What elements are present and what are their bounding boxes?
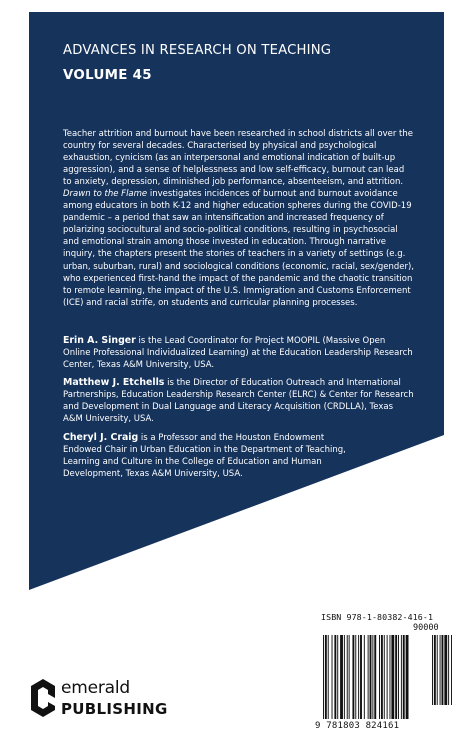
barcode-bar [323,635,324,719]
barcode-bar [334,635,336,719]
barcode-bar [332,635,333,719]
description-paragraph-2 [63,188,415,309]
publisher-logo [29,678,169,722]
description-paragraph-1: Teacher attrition and burnout have been researched in school districts all over the country for several decades. Characterised by physical and psychological exhaustion, cynicism (as an interpersonal and emotional indication of built-up aggression), and a sense of helplessness and low self-efficacy, burnout can lead to anxiety, depression, diminished job performance, absenteeism, and attrition. [63,129,413,188]
addon-bar [448,635,449,705]
barcode-bar [387,635,388,719]
barcode-digits: 9 781803 824161 [315,721,400,731]
barcode-bar [406,635,409,719]
barcode-bar [381,635,383,719]
barcode-bar [344,635,345,719]
description-paragraph-2-text: investigates incidences of burnout and burnout avoidance among educators in both K-12 and higher education spheres during the COVID-19 pandemic – a period that saw an intensification and increased frequency of polarizing sociocultural and socio-political conditions, resulting in psychosocial and emotional strain among those invested in education. Through narrative inquiry, the chapters present the stories of teachers in a variety of settings (e.g. urban, suburban, rural) and sociological conditions (economic, racial, sex/gender), who experienced first-hand the impact of the pandemic and the chaotic transition to remote learning, the impact of the U.S. Immigration and Customs Enforcement (ICE) and racial strife, on students and curricular planning processes. [63,189,414,308]
barcode-bar [328,635,329,719]
emerald-mark-icon [29,678,57,718]
author-bio-text-1: is the Lead Coordinator for Project MOOPIL (Massive Open Online Professional Individualized Learning) at the Education Leadership Research Center, Texas A&M University, USA. [63,336,413,371]
publisher-subtitle: PUBLISHING [61,700,168,718]
barcode-bars [315,610,458,736]
barcode-bar [337,635,338,719]
barcode-bar [395,635,397,719]
barcode-bar [364,635,365,719]
barcode-bar [374,635,376,719]
barcode-bar [368,635,369,719]
author-bio-1 [63,335,415,371]
addon-bar [437,635,438,705]
author-bio-2 [63,377,415,425]
barcode-bar [358,635,359,719]
barcode-bar [403,635,405,719]
barcode-bar [347,635,348,719]
barcode-area [315,610,458,736]
barcode-bar [340,635,343,719]
author-bio-3 [63,432,363,480]
barcode-bar [384,635,385,719]
barcode-bar [360,635,362,719]
barcode-bar [352,635,354,719]
author-name-1: Erin A. Singer [63,335,136,346]
barcode-bar [372,635,373,719]
barcode-bar [398,635,399,719]
addon-bar [440,635,441,705]
barcode-bar [379,635,380,719]
volume-number: VOLUME 45 [63,68,152,83]
price-code: 90000 [413,623,439,633]
barcode-bar [355,635,356,719]
barcode-bar [325,635,327,719]
barcode-bar [401,635,402,719]
book-title: Drawn to the Flame [63,189,148,199]
isbn-label: ISBN 978-1-80382-416-1 [321,612,434,622]
addon-bar [442,635,444,705]
publisher-name: emerald [61,678,130,698]
barcode-bar [391,635,394,719]
barcode-bar [370,635,372,719]
barcode-bar [349,635,350,719]
author-name-3: Cheryl J. Craig [63,432,139,443]
author-name-2: Matthew J. Etchells [63,377,165,388]
addon-bar [451,635,452,705]
author-bio-text-2: is the Director of Education Outreach and International Partnerships, Education Leadership Research Center (ELRC) & Center for Research and Development in Dual Language and Literacy Acquisition (CRDLLA), Texas A&M University, USA. [63,378,414,425]
addon-bar [444,635,447,705]
series-title: ADVANCES IN RESEARCH ON TEACHING [63,43,332,58]
addon-bar [434,635,436,705]
barcode-bar [390,635,391,719]
addon-bar [432,635,433,705]
author-bio-text-3: is a Professor and the Houston Endowment Endowed Chair in Urban Education in the Department of Teaching, Learning and Culture in the College of Education and Human Development, Texas A&M University, USA. [63,433,346,480]
